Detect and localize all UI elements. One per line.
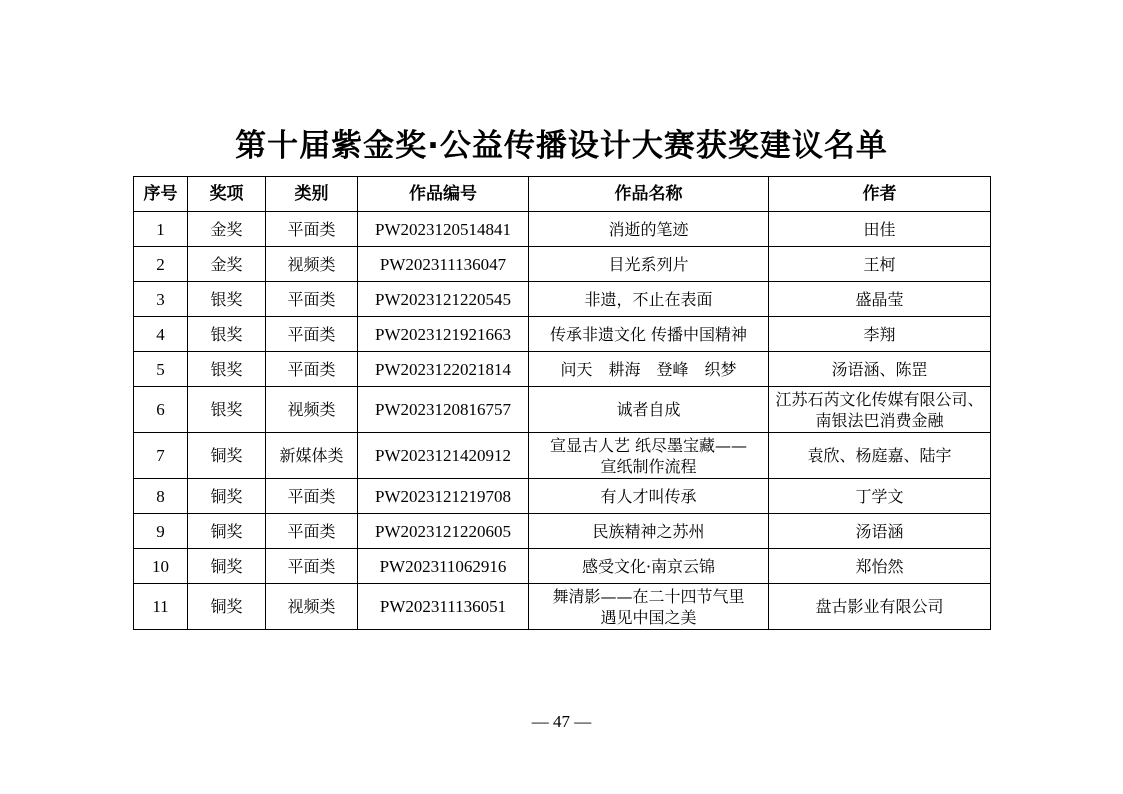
- header-no: 序号: [134, 177, 188, 212]
- table-row: [134, 549, 991, 584]
- cell-work-name-line: 目光系列片: [608, 254, 689, 274]
- cell-no: 10: [134, 549, 188, 584]
- cell-category: 平面类: [266, 282, 358, 317]
- cell-work-name: [529, 317, 769, 352]
- cell-no: 11: [134, 584, 188, 630]
- cell-author: [769, 317, 991, 352]
- cell-author: [769, 549, 991, 584]
- cell-author: [769, 387, 991, 433]
- cell-author: [769, 352, 991, 387]
- cell-award: 银奖: [188, 387, 266, 433]
- table-row: [134, 479, 991, 514]
- cell-category: 视频类: [266, 584, 358, 630]
- cell-author-line: 袁欣、杨庭嘉、陆宇: [807, 446, 952, 465]
- cell-work-name-line: 传承非遗文化 传播中国精神: [549, 324, 748, 344]
- cell-code: PW2023120514841: [358, 212, 529, 247]
- cell-code: PW2023121220545: [358, 282, 529, 317]
- cell-work-name: [529, 352, 769, 387]
- cell-work-name-line: 宣纸制作流程: [600, 456, 697, 476]
- table-row: [134, 433, 991, 479]
- cell-category: 平面类: [266, 514, 358, 549]
- cell-category: 新媒体类: [266, 433, 358, 479]
- cell-author-line: 南银法巴消费金融: [815, 410, 944, 430]
- cell-work-name-line: 诚者自成: [616, 400, 681, 419]
- cell-category: 平面类: [266, 479, 358, 514]
- cell-author-line: 田佳: [863, 219, 896, 239]
- page-number: — 47 —: [531, 712, 592, 731]
- header-category: 类别: [266, 177, 358, 212]
- cell-author: [769, 433, 991, 479]
- cell-award: 银奖: [188, 282, 266, 317]
- cell-category: 平面类: [266, 212, 358, 247]
- cell-no: 4: [134, 317, 188, 352]
- table-row: [134, 317, 991, 352]
- cell-category: 平面类: [266, 549, 358, 584]
- cell-author: [769, 584, 991, 630]
- cell-no: 9: [134, 514, 188, 549]
- cell-no: 2: [134, 247, 188, 282]
- table-row: [134, 514, 991, 549]
- cell-work-name-line: 宣显古人艺 纸尽墨宝藏——: [549, 435, 748, 455]
- cell-work-name: [529, 479, 769, 514]
- cell-award: 铜奖: [188, 584, 266, 630]
- cell-code: PW2023121921663: [358, 317, 529, 352]
- header-work-name: 作品名称: [529, 177, 769, 212]
- cell-work-name: [529, 387, 769, 433]
- cell-author-line: 江苏石芮文化传媒有限公司、: [775, 389, 984, 409]
- cell-work-name: [529, 584, 769, 630]
- cell-work-name-line: 舞清影——在二十四节气里: [552, 586, 745, 606]
- cell-author-line: 王柯: [863, 254, 896, 274]
- cell-author: [769, 282, 991, 317]
- cell-author-line: 丁学文: [855, 486, 904, 506]
- cell-code: PW202311062916: [358, 549, 529, 584]
- cell-code: PW2023121420912: [358, 433, 529, 479]
- cell-code: PW2023120816757: [358, 387, 529, 433]
- table-row: [134, 212, 991, 247]
- cell-work-name: [529, 247, 769, 282]
- cell-award: 银奖: [188, 317, 266, 352]
- cell-code: PW202311136047: [358, 247, 529, 282]
- cell-author-line: 汤语涵、陈罡: [831, 359, 928, 379]
- table-row: [134, 387, 991, 433]
- table-row: [134, 352, 991, 387]
- cell-category: 平面类: [266, 317, 358, 352]
- cell-author: [769, 479, 991, 514]
- cell-work-name: [529, 282, 769, 317]
- cell-author: [769, 247, 991, 282]
- cell-work-name: [529, 212, 769, 247]
- cell-work-name-line: 消逝的笔迹: [608, 219, 689, 239]
- cell-award: 铜奖: [188, 514, 266, 549]
- cell-award: 银奖: [188, 352, 266, 387]
- cell-category: 视频类: [266, 247, 358, 282]
- table-header-row: [134, 177, 991, 212]
- header-code: 作品编号: [358, 177, 529, 212]
- cell-code: PW202311136051: [358, 584, 529, 630]
- header-award: 奖项: [188, 177, 266, 212]
- document-title: 第十届紫金奖·公益传播设计大赛获奖建议名单: [235, 128, 888, 164]
- header-author: 作者: [769, 177, 991, 212]
- cell-author-line: 汤语涵: [855, 521, 904, 541]
- cell-award: 铜奖: [188, 549, 266, 584]
- cell-author-line: 盛晶莹: [855, 289, 904, 309]
- cell-code: PW2023121219708: [358, 479, 529, 514]
- cell-code: PW2023122021814: [358, 352, 529, 387]
- cell-no: 3: [134, 282, 188, 317]
- table-row: [134, 584, 991, 630]
- cell-work-name-line: 遇见中国之美: [600, 607, 697, 627]
- cell-award: 金奖: [188, 212, 266, 247]
- cell-work-name: [529, 549, 769, 584]
- cell-work-name-line: 有人才叫传承: [600, 486, 697, 506]
- cell-no: 1: [134, 212, 188, 247]
- cell-author: [769, 212, 991, 247]
- cell-award: 金奖: [188, 247, 266, 282]
- cell-award: 铜奖: [188, 433, 266, 479]
- cell-work-name-line: 感受文化·南京云锦: [581, 556, 716, 576]
- cell-code: PW2023121220605: [358, 514, 529, 549]
- cell-work-name-line: 民族精神之苏州: [592, 521, 705, 541]
- cell-category: 视频类: [266, 387, 358, 433]
- table-row: [134, 282, 991, 317]
- cell-author: [769, 514, 991, 549]
- cell-no: 7: [134, 433, 188, 479]
- cell-work-name-line: 问天 耕海 登峰 织梦: [560, 359, 737, 379]
- cell-work-name: [529, 514, 769, 549]
- cell-author-line: 李翔: [863, 324, 896, 344]
- cell-work-name: [529, 433, 769, 479]
- cell-award: 铜奖: [188, 479, 266, 514]
- table-row: [134, 247, 991, 282]
- cell-no: 8: [134, 479, 188, 514]
- cell-author-line: 郑怡然: [855, 556, 904, 576]
- table-body: [134, 212, 991, 630]
- cell-no: 5: [134, 352, 188, 387]
- cell-category: 平面类: [266, 352, 358, 387]
- award-table: [133, 176, 991, 630]
- cell-work-name-line: 非遗，不止在表面: [584, 289, 713, 309]
- cell-no: 6: [134, 387, 188, 433]
- cell-author-line: 盘古影业有限公司: [815, 597, 944, 616]
